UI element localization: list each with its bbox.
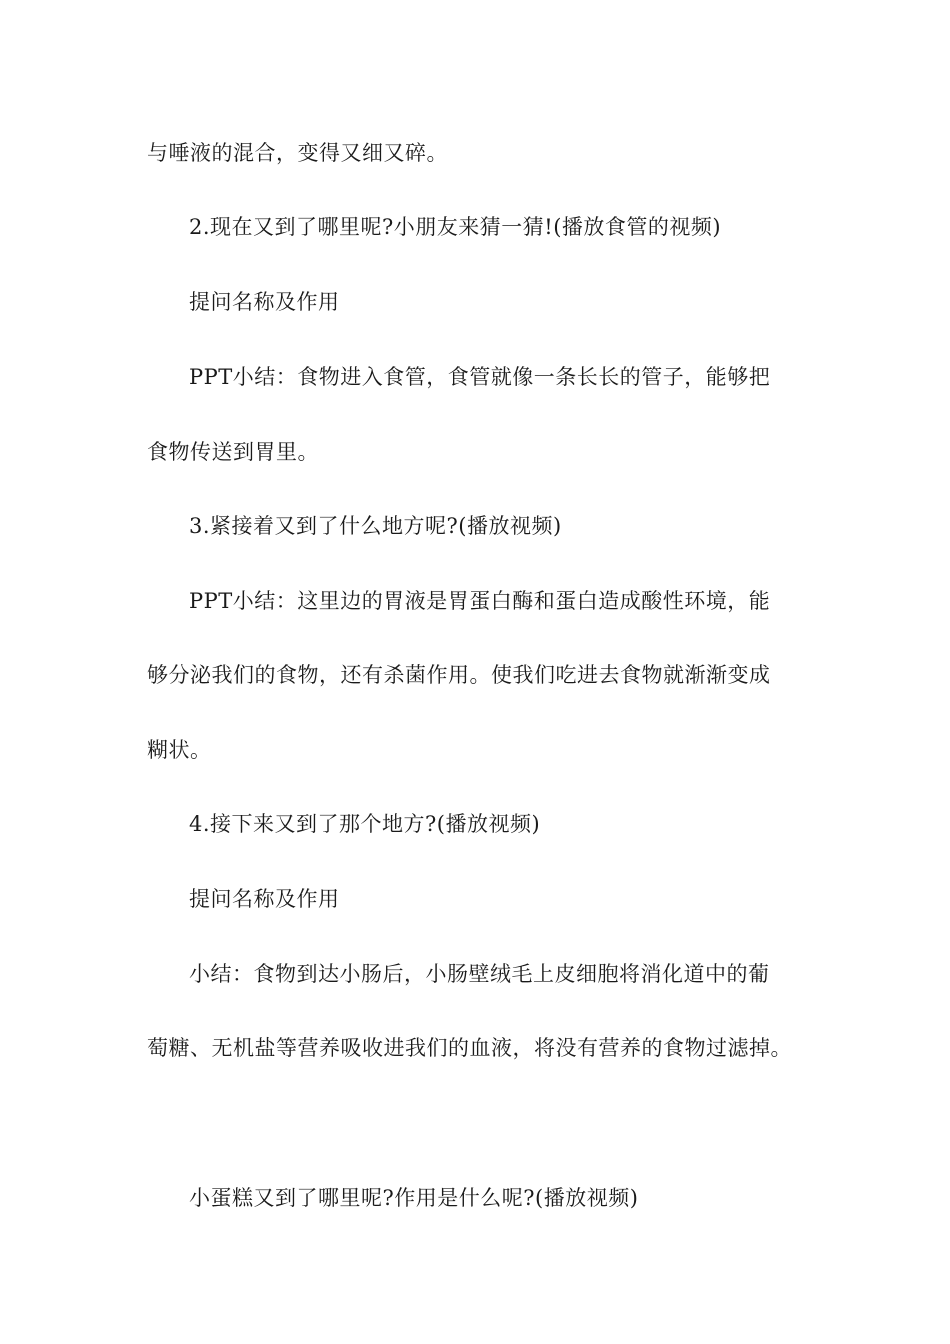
paragraph-line: 4.接下来又到了那个地方?(播放视频) bbox=[189, 812, 541, 836]
paragraph-line: 够分泌我们的食物，还有杀菌作用。使我们吃进去食物就渐渐变成 bbox=[147, 663, 771, 687]
paragraph-line: 提问名称及作用 bbox=[189, 887, 340, 911]
paragraph-line: 与唾液的混合，变得又细又碎。 bbox=[147, 141, 448, 165]
paragraph-line: PPT小结：这里边的胃液是胃蛋白酶和蛋白造成酸性环境，能 bbox=[189, 589, 771, 613]
paragraph-line: 提问名称及作用 bbox=[189, 290, 340, 314]
paragraph-line: 萄糖、无机盐等营养吸收进我们的血液，将没有营养的食物过滤掉。 bbox=[147, 1036, 792, 1060]
paragraph-line: 小结：食物到达小肠后，小肠壁绒毛上皮细胞将消化道中的葡 bbox=[189, 962, 770, 986]
paragraph-line: 糊状。 bbox=[147, 738, 212, 762]
paragraph-line: PPT小结：食物进入食管，食管就像一条长长的管子，能够把 bbox=[189, 365, 771, 389]
paragraph-line: 小蛋糕又到了哪里呢?作用是什么呢?(播放视频) bbox=[189, 1186, 639, 1210]
paragraph-line: 食物传送到胃里。 bbox=[147, 440, 319, 464]
paragraph-line: 2.现在又到了哪里呢?小朋友来猜一猜!(播放食管的视频) bbox=[189, 215, 722, 239]
paragraph-line: 3.紧接着又到了什么地方呢?(播放视频) bbox=[189, 514, 562, 538]
